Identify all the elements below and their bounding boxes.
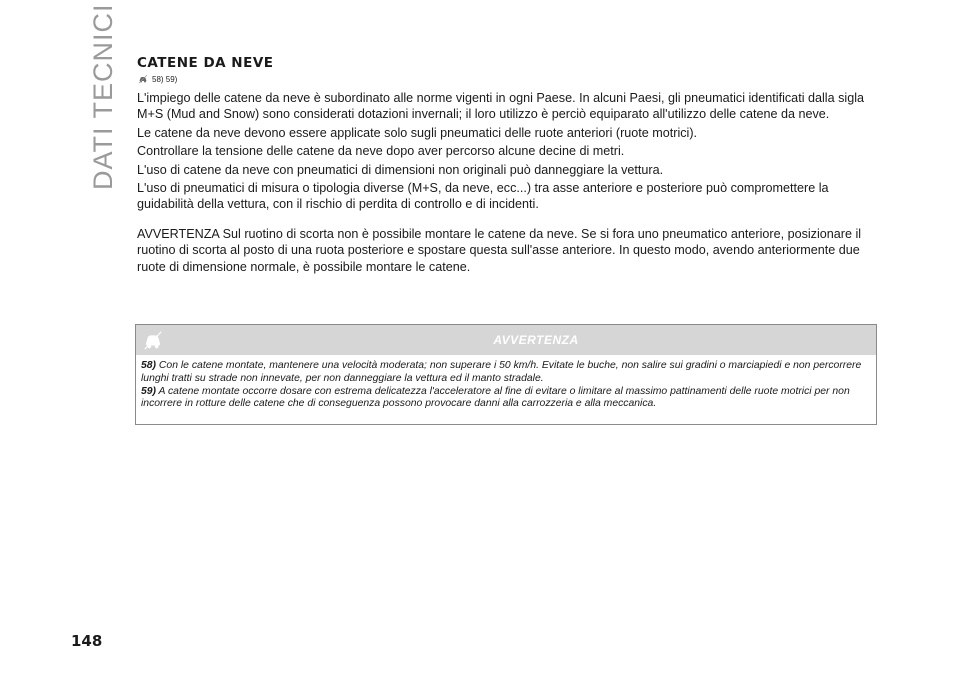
paragraph: L'uso di catene da neve con pneumatici di dimensioni non originali può danneggiare la vettura. (137, 162, 664, 177)
section-title: CATENE DA NEVE (137, 55, 274, 71)
references-label: 58) 59) (152, 74, 178, 84)
warning-box (135, 324, 877, 425)
warning-item (141, 386, 871, 412)
paragraph: AVVERTENZA Sul ruotino di scorta non è possibile montare le catene da neve. Se si fora uno pneumatico anteriore, posizionare il ruotino di scorta al posto di una ruota posteriore e spostare questa sull'asse anteriore. In questo modo, avendo anteriormente due ruote di dimensione normale, è possibile montare le catene. (137, 226, 862, 274)
warning-item-number: 58) (141, 360, 157, 371)
paragraph: Controllare la tensione delle catene da neve dopo aver percorso alcune decine di metri. (137, 144, 625, 159)
section-sidebar-title: DATI TECNICI (88, 3, 118, 190)
car-warning-icon (137, 73, 149, 85)
warning-box-header (136, 325, 876, 355)
warning-item (141, 360, 871, 386)
warning-box-body (136, 355, 876, 411)
paragraph: L'uso di pneumatici di misura o tipologia diverse (M+S, da neve, ecc...) tra asse anteriore e posteriore può compromettere la guidabilità della vettura, con il rischio di perdita di controllo e di incidenti. (137, 181, 829, 212)
warning-item-text: Con le catene montate, mantenere una velocità moderata; non superare i 50 km/h. Evitate le buche, non salire sui gradini o marciapiedi e non percorrere lunghi tratti su strade non innevate, per non danneggiare la vettura ed il manto stradale. (141, 360, 862, 384)
warning-box-title: AVVERTENZA (493, 333, 579, 347)
warning-item-number: 59) (141, 385, 157, 397)
body-text (137, 90, 877, 277)
warning-item-text: A catene montate occorre dosare con estrema delicatezza l'acceleratore al fine di evitare o limitare al massimo pattinamenti delle ruote motrici per non incorrere in rotture delle catene che di conseguenza possono provocare danni alla carrozzeria e alla meccanica. (141, 385, 850, 410)
paragraph: Le catene da neve devono essere applicate solo sugli pneumatici delle ruote anteriori (ruote motrici). (137, 125, 698, 140)
page-number: 148 (71, 632, 103, 650)
paragraph: L'impiego delle catene da neve è subordinato alle norme vigenti in ogni Paese. In alcuni Paesi, gli pneumatici identificati dalla sigla M+S (Mud and Snow) sono considerati dotazioni invernali; il loro utilizzo è perciò equiparato all'utilizzo delle catene da neve. (137, 91, 864, 122)
warning-references (137, 73, 177, 85)
